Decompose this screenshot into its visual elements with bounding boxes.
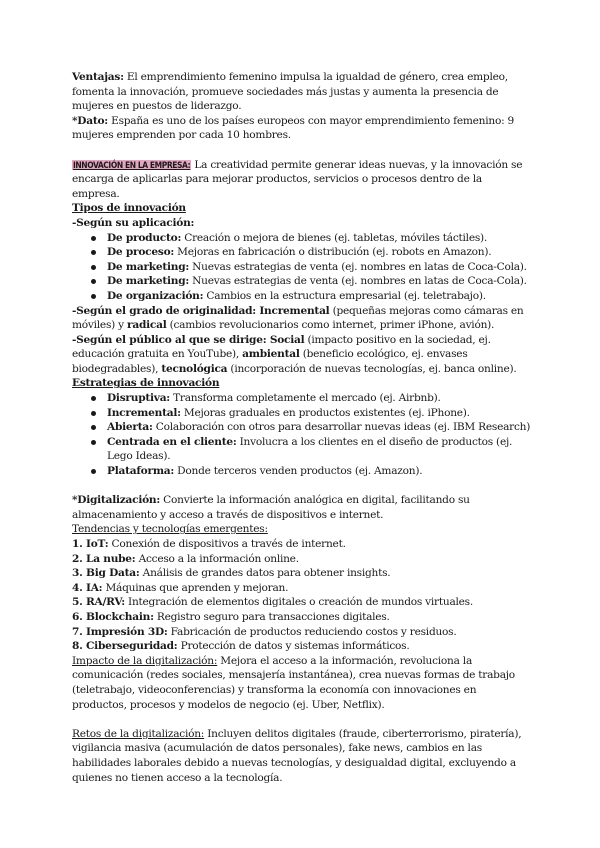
ventajas-text: El emprendimiento femenino impulsa la igualdad de género, crea empleo, fomenta la innovación, promueve sociedades más justas y aumenta la presencia de mujeres en puestos de liderazgo. xyxy=(72,71,508,113)
list-item: De producto: Creación o mejora de bienes (ej. tabletas, móviles táctiles). xyxy=(72,231,532,246)
list-item: 5. RA/RV: Integración de elementos digitales o creación de mundos virtuales. xyxy=(72,596,473,609)
tipos-heading: Tipos de innovación xyxy=(72,202,186,215)
retos-paragraph: Retos de la digitalización: Incluyen delitos digitales (fraude, ciberterrorismo, piratería), vigilancia masiva (acumulación de datos personales), fake news, cambios en las habilidades laborales debido a nuevas tecnologías, y desigualdad digital, excluyendo a quienes no tienen acceso a la tecnología. xyxy=(72,727,522,784)
list-item: 6. Blockchain: Registro seguro para transacciones digitales. xyxy=(72,610,390,623)
list-item: 4. IA: Máquinas que aprenden y mejoran. xyxy=(72,581,289,594)
dato-text: España es uno de los países europeos con mayor emprendimiento femenino: 9 mujeres emprenden por cada 10 hombres. xyxy=(72,114,515,142)
list-item: Centrada en el cliente: Involucra a los clientes en el diseño de productos (ej. Lego Ideas). xyxy=(72,435,532,464)
list-item: De proceso: Mejoras en fabricación o distribución (ej. robots en Amazon). xyxy=(72,245,532,260)
innovacion-heading: INNOVACIÓN EN LA EMPRESA: xyxy=(73,159,191,170)
innovacion-intro: La creatividad permite generar ideas nuevas, y la innovación se encarga de aplicarlas para mejorar productos, servicios o procesos dentro de la empresa. xyxy=(72,158,523,200)
list-item: De marketing: Nuevas estrategias de venta (ej. nombres en latas de Coca-Cola). xyxy=(72,260,532,275)
originalidad-paragraph: -Según el grado de originalidad: Incremental (pequeñas mejoras como cámaras en móviles) y radical (cambios revolucionarios como internet, primer iPhone, avión). xyxy=(72,304,524,332)
impacto-paragraph: Impacto de la digitalización: Mejora el acceso a la información, revoluciona la comunicación (redes sociales, mensajería instantánea), crea nuevas formas de trabajo (teletrabajo, videoconferencias) y transforma la economía con innovaciones en productos, procesos y modelos de negocio (ej. Uber, Netflix). xyxy=(72,654,515,711)
digitalizacion-paragraph: *Digitalización: Convierte la información analógica en digital, facilitando su almacenamiento y acceso a través de dispositivos e internet. xyxy=(72,494,470,521)
list-item: 2. La nube: Acceso a la información online. xyxy=(72,552,299,565)
list-item: Plataforma: Donde terceros venden productos (ej. Amazon). xyxy=(72,464,532,479)
list-item: Abierta: Colaboración con otros para desarrollar nuevas ideas (ej. IBM Research) xyxy=(72,420,532,435)
list-item: Incremental: Mejoras graduales en productos existentes (ej. iPhone). xyxy=(72,406,532,421)
list-item: 1. IoT: Conexión de dispositivos a través de internet. xyxy=(72,538,346,550)
estrategias-heading: Estrategias de innovación xyxy=(72,377,220,390)
list-item: De organización: Cambios en la estructura empresarial (ej. teletrabajo). xyxy=(72,289,532,304)
estrategias-list xyxy=(72,391,532,479)
innovacion-intro-paragraph xyxy=(72,158,532,202)
list-item: De marketing: Nuevas estrategias de venta (ej. nombres en latas de Coca-Cola). xyxy=(72,274,532,289)
ventajas-paragraph xyxy=(72,70,532,114)
publico-paragraph: -Según el público al que se dirige: Social (impacto positivo en la sociedad, ej. educación gratuita en YouTube), ambiental (beneficio ecológico, ej. envases biodegradables), tecnológica (incorporación de nuevas tecnologías, ej. banca online). xyxy=(72,333,517,375)
dato-label: *Dato: xyxy=(72,114,108,127)
list-item: 3. Big Data: Análisis de grandes datos para obtener insights. xyxy=(72,567,391,580)
dato-paragraph xyxy=(72,114,532,143)
list-item: 7. Impresión 3D: Fabricación de productos reduciendo costos y residuos. xyxy=(72,625,457,638)
tendencias-list xyxy=(72,537,532,654)
tendencias-heading: Tendencias y tecnologías emergentes: xyxy=(72,523,268,536)
list-item: Disruptiva: Transforma completamente el mercado (ej. Airbnb). xyxy=(72,391,532,406)
list-item: 8. Ciberseguridad: Protección de datos y sistemas informáticos. xyxy=(72,640,410,653)
ventajas-label: Ventajas: xyxy=(72,71,124,83)
aplicacion-list xyxy=(72,231,532,304)
segun-aplicacion-label: -Según su aplicación: xyxy=(72,216,195,229)
